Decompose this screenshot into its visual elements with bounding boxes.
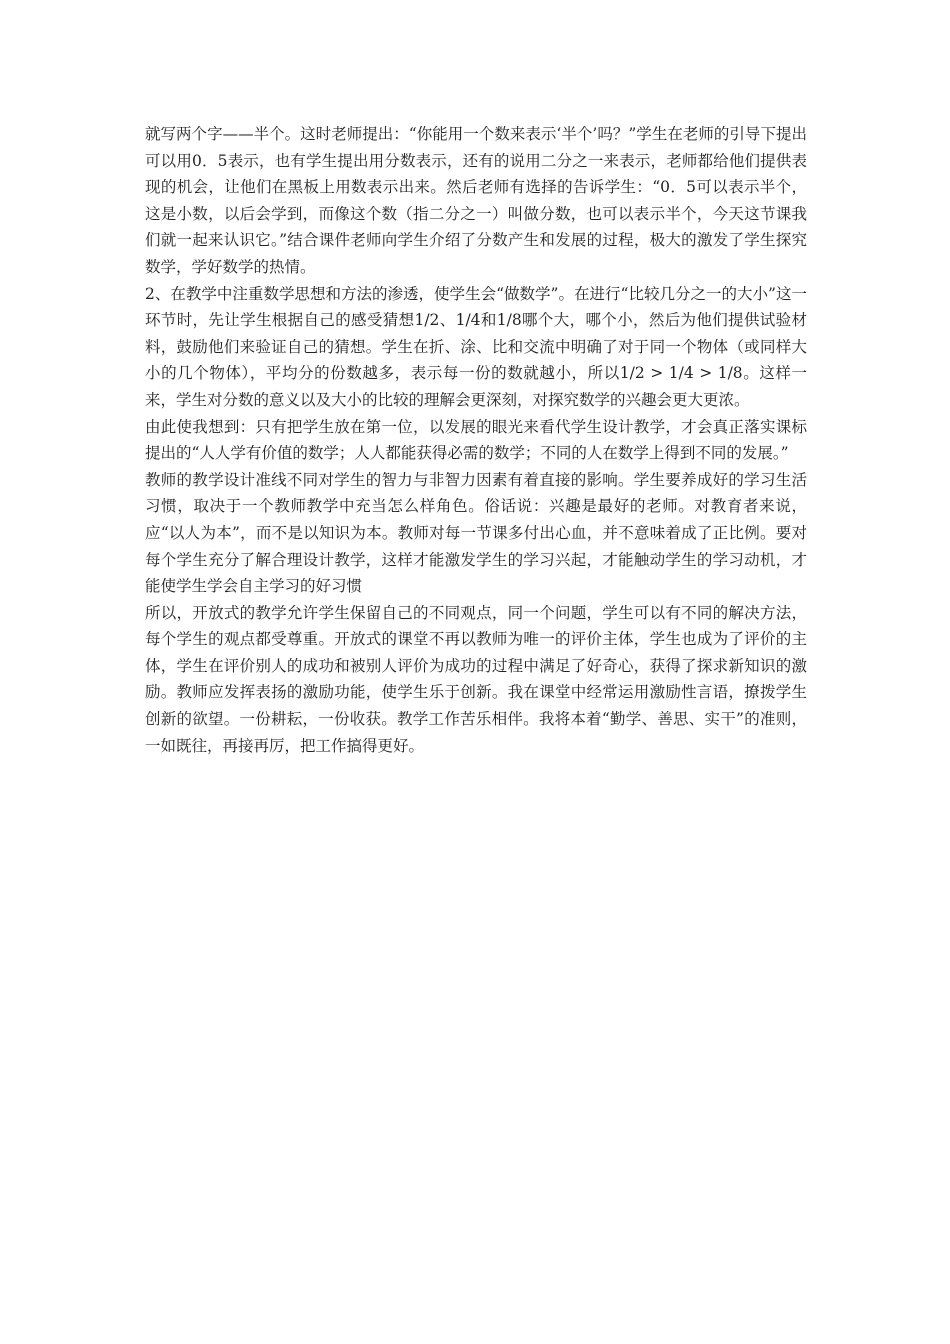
document-page: [145, 121, 807, 759]
paragraph-2: 2、在教学中注重数学思想和方法的渗透，使学生会“做数学”。在进行“比较几分之一的大小”这一环节时，先让学生根据自己的感受猜想1/2、1/4和1/8哪个大，哪个小，然后为他们提供试验材料，鼓励他们来验证自己的猜想。学生在折、涂、比和交流中明确了对于同一个物体（或同样大小的几个物体），平均分的份数越多，表示每一份的数就越小，所以1/2 > 1/4 > 1/8。这样一来，学生对分数的意义以及大小的比较的理解会更深刻，对探究数学的兴趣会更大更浓。: [145, 284, 807, 409]
paragraph-1: 就写两个字——半个。这时老师提出：“你能用一个数来表示‘半个’吗？”学生在老师的引导下提出可以用0．5表示，也有学生提出用分数表示，还有的说用二分之一来表示，老师都给他们提供表现的机会，让他们在黑板上用数表示出来。然后老师有选择的告诉学生：“0．5可以表示半个，这是小数，以后会学到，而像这个数（指二分之一）叫做分数，也可以表示半个，今天这节课我们就一起来认识它。”结合课件老师向学生介绍了分数产生和发展的过程，极大的激发了学生探究数学，学好数学的热情。: [145, 125, 807, 276]
paragraph-3: 由此使我想到：只有把学生放在第一位，以发展的眼光来看代学生设计教学，才会真正落实课标提出的“人人学有价值的数学；人人都能获得必需的数学；不同的人在数学上得到不同的发展。”: [145, 417, 807, 463]
paragraph-4: 教师的教学设计准线不同对学生的智力与非智力因素有着直接的影响。学生要养成好的学习生活习惯，取决于一个教师教学中充当怎么样角色。俗话说：兴趣是最好的老师。对教育者来说，应“以人为本”，而不是以知识为本。教师对每一节课多付出心血，并不意味着成了正比例。要对每个学生充分了解合理设计教学，这样才能激发学生的学习兴起，才能触动学生的学习动机，才能使学生学会自主学习的好习惯: [145, 470, 807, 596]
paragraph-5: 所以，开放式的教学允许学生保留自己的不同观点，同一个问题，学生可以有不同的解决方法，每个学生的观点都受尊重。开放式的课堂不再以教师为唯一的评价主体，学生也成为了评价的主体，学生在评价别人的成功和被别人评价为成功的过程中满足了好奇心，获得了探求新知识的激励。教师应发挥表扬的激励功能，使学生乐于创新。我在课堂中经常运用激励性言语，撩拨学生创新的欲望。一份耕耘，一份收获。教学工作苦乐相伴。我将本着“勤学、善思、实干”的准则，一如既往，再接再厉，把工作搞得更好。: [145, 603, 807, 755]
